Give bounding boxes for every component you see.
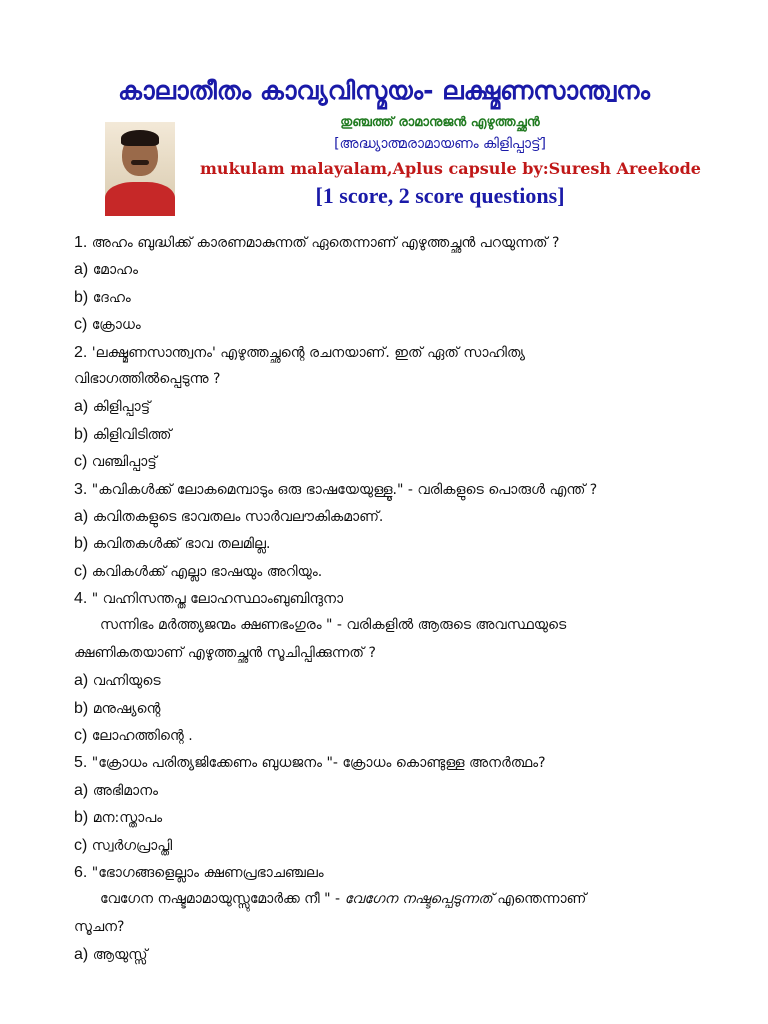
option-text: മന:സ്താപം <box>92 810 163 827</box>
option-text: കിളിവിടിത്ത് <box>92 426 172 443</box>
option-b <box>74 530 704 557</box>
question-2 <box>74 339 704 366</box>
option-text: കവിതകൾക്ക് ഭാവ തലമില്ല. <box>92 536 271 553</box>
option-label: b) <box>74 809 89 827</box>
question-text: "ക്രോധം പരിത്യജിക്കേണം ബുധജനം "- ക്രോധം കൊണ്ടുള്ള അനർത്ഥം? <box>91 755 546 772</box>
question-text-wrap: വിഭാഗത്തിൽപ്പെടുന്നു ? <box>74 370 221 387</box>
option-a <box>74 393 704 420</box>
question-text: "കവികൾക്ക് ലോകമെമ്പാടും ഒരു ഭാഷയേയുള്ളൂ." - വരികളുടെ പൊരുൾ എന്ത് ? <box>91 481 598 498</box>
option-label: a) <box>74 672 89 690</box>
option-text: ക്രോധം <box>91 317 141 334</box>
option-text: മോഹം <box>92 262 138 279</box>
option-label: b) <box>74 288 89 306</box>
question-type-subtitle: [1 score, 2 score questions] <box>315 183 565 208</box>
author-photo <box>105 122 175 216</box>
option-text: കവിതകളുടെ ഭാവതലം സാർവലൗകികമാണ്. <box>92 508 384 525</box>
option-c <box>74 311 704 338</box>
option-text: വഞ്ചിപ്പാട്ട് <box>91 454 157 471</box>
option-c <box>74 722 704 749</box>
option-text: വഹ്നിയുടെ <box>92 673 161 690</box>
option-label: b) <box>74 425 89 443</box>
option-label: a) <box>74 946 89 964</box>
question-text-wrap: ക്ഷണികതയാണ് എഴുത്തച്ഛൻ സൂചിപ്പിക്കുന്നത് ? <box>74 644 376 661</box>
option-b <box>74 421 704 448</box>
question-text: " വഹ്നിസന്തപ്ത ലോഹസ്ഥാംബുബിന്ദുനാ <box>91 591 344 608</box>
question-text: 'ലക്ഷ്മണസാന്ത്വനം' എഴുത്തച്ഛന്റെ രചനയാണ്. ഇത് ഏത് സാഹിത്യ <box>91 344 526 361</box>
question-list <box>74 229 704 969</box>
option-c <box>74 832 704 859</box>
option-label: c) <box>74 316 88 334</box>
option-text: ദേഹം <box>92 289 131 306</box>
question-text-wrap: സൂചന? <box>74 918 125 935</box>
option-a <box>74 777 704 804</box>
photo-shirt <box>105 182 175 216</box>
question-text-part: വേഗേന നഷ്ടമാമായുസ്സുമോർക്ക നീ " - <box>100 891 341 908</box>
option-label: a) <box>74 261 89 279</box>
question-6 <box>74 859 704 886</box>
question-text: "ഭോഗങ്ങളെല്ലാം ക്ഷണപ്രഭാചഞ്ചലം <box>91 864 324 881</box>
option-label: c) <box>74 836 88 854</box>
option-label: a) <box>74 398 89 416</box>
option-b <box>74 284 704 311</box>
photo-hair <box>121 130 159 146</box>
question-1 <box>74 229 704 256</box>
question-number: 6. <box>74 863 88 881</box>
question-number: 5. <box>74 754 88 772</box>
option-text: ആയുസ്സ് <box>92 947 148 964</box>
source-work: [അദ്ധ്യാത്മരാമായണം കിളിപ്പാട്ട്] <box>334 136 546 152</box>
option-label: b) <box>74 699 89 717</box>
option-b <box>74 695 704 722</box>
option-label: c) <box>74 727 88 745</box>
question-5 <box>74 749 704 776</box>
option-a <box>74 941 704 968</box>
question-3 <box>74 476 704 503</box>
option-text: കിളിപ്പാട്ട് <box>92 399 151 416</box>
option-text: മനുഷ്യന്റെ <box>92 700 161 717</box>
page-title: കാലാതീതം കാവ്യവിസ്മയം- ലക്ഷ്മണസാന്ത്വനം <box>118 76 650 105</box>
credit-line: mukulam malayalam,Aplus capsule by:Suresh Areekode <box>200 159 701 178</box>
question-text-continued: സന്നിഭം മർത്ത്യജന്മം ക്ഷണഭംഗുരം " - വരികളിൽ ആരുടെ അവസ്ഥയുടെ <box>100 617 567 634</box>
option-c <box>74 448 704 475</box>
question-number: 2. <box>74 343 88 361</box>
option-a <box>74 256 704 283</box>
option-text: അഭിമാനം <box>92 782 158 799</box>
option-text: സ്വർഗപ്രാപ്തി <box>91 837 173 854</box>
question-text-part-end: എന്തെന്നാണ് <box>497 891 587 908</box>
option-label: a) <box>74 507 89 525</box>
question-4 <box>74 585 704 612</box>
option-c <box>74 558 704 585</box>
photo-moustache <box>131 160 149 165</box>
question-number: 1. <box>74 234 88 251</box>
question-number: 3. <box>74 480 88 498</box>
author-name: തുഞ്ചത്ത് രാമാനുജൻ എഴുത്തച്ഛൻ <box>340 115 540 130</box>
question-text-continued <box>74 886 704 913</box>
option-a <box>74 667 704 694</box>
question-text: അഹം ബുദ്ധിക്ക് കാരണമാകുന്നത് ഏതെന്നാണ് എഴുത്തച്ഛൻ പറയുന്നത് ? <box>91 235 560 251</box>
option-text: കവികൾക്ക് എല്ലാ ഭാഷയും അറിയും. <box>91 563 323 580</box>
option-label: c) <box>74 453 88 471</box>
question-number: 4. <box>74 590 88 608</box>
option-a <box>74 503 704 530</box>
option-label: a) <box>74 781 89 799</box>
option-text: ലോഹത്തിന്റെ . <box>91 728 193 745</box>
option-label: b) <box>74 535 89 553</box>
option-b <box>74 804 704 831</box>
question-text-italic: വേഗേന നഷ്ടപ്പെടുന്നത് <box>344 891 493 908</box>
option-label: c) <box>74 562 88 580</box>
